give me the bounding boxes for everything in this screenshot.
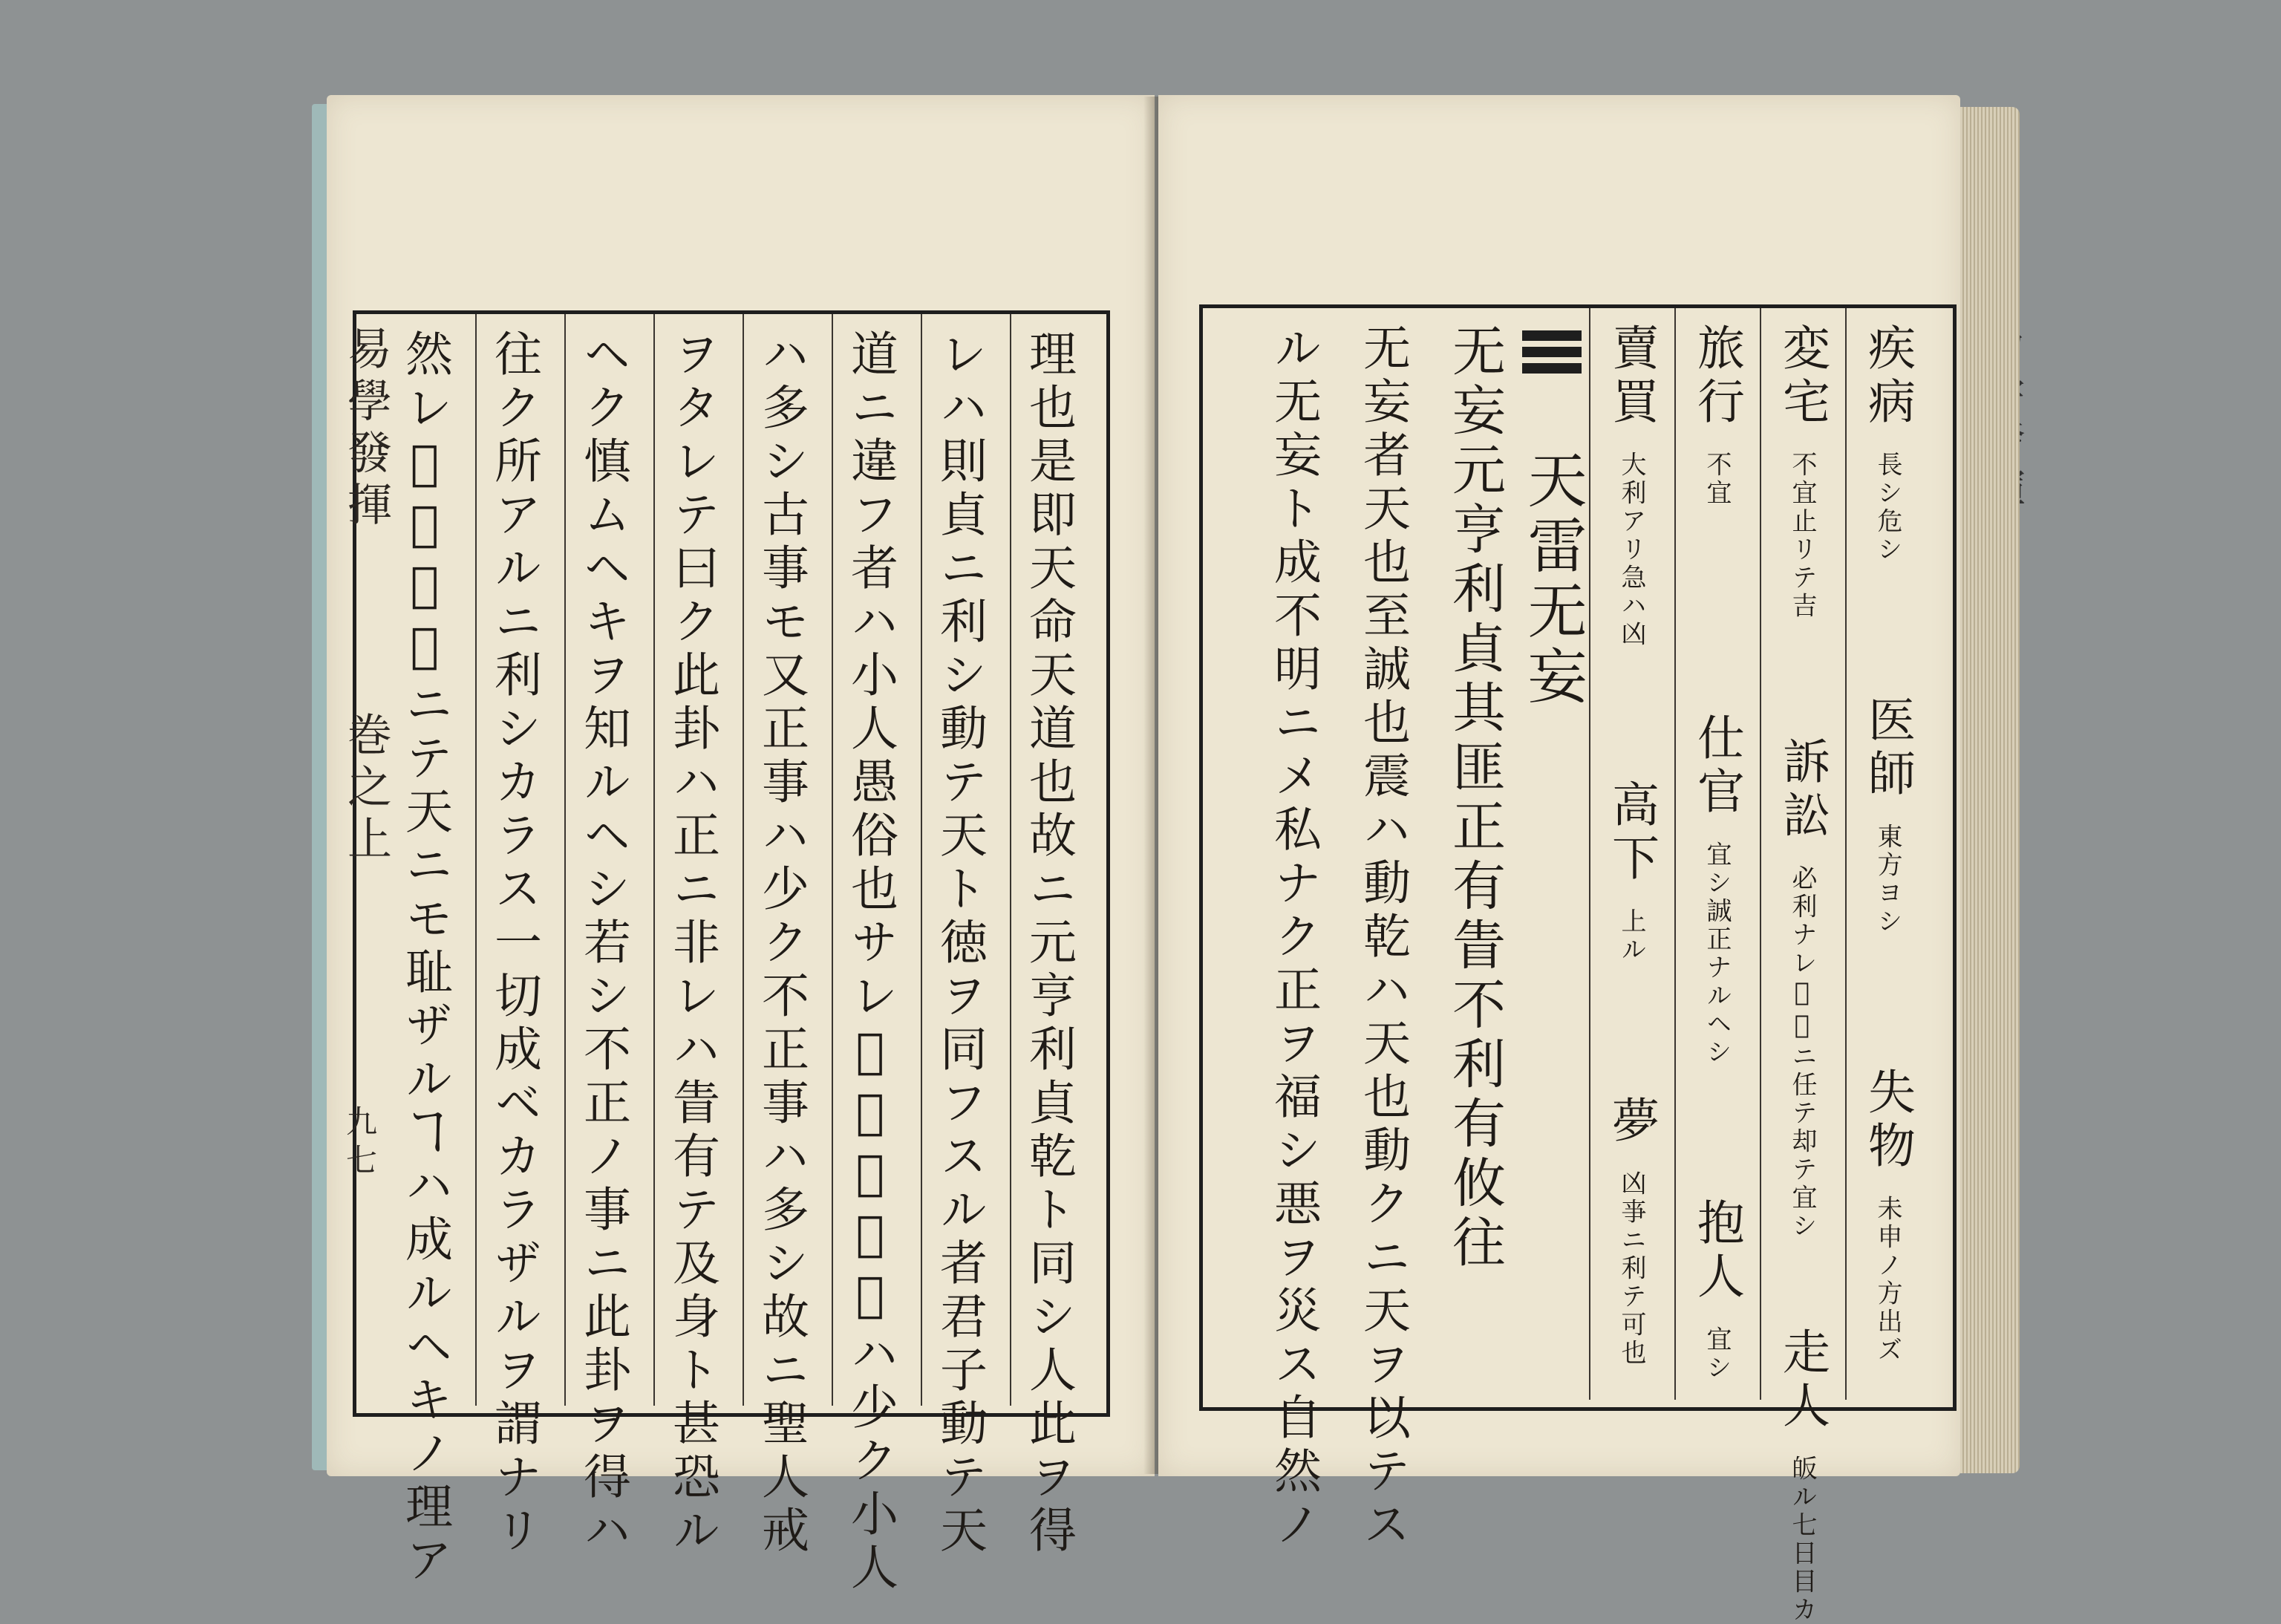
column-rule [743, 314, 744, 1406]
divination-note: 不宜 [1702, 451, 1732, 508]
divination-label: 失物 [1860, 1067, 1915, 1175]
column-rule [832, 314, 833, 1406]
divination-note: 必利ナレ𪜈扱ニ任テ却テ宜シ [1787, 864, 1817, 1241]
divination-note: 皈ル七日目カ [1787, 1455, 1817, 1624]
divination-note: 上ル [1616, 907, 1646, 965]
column-rule [564, 314, 566, 1406]
divination-column-2 [1775, 323, 1830, 1624]
divination-label: 医師 [1860, 695, 1915, 803]
page-fore-edge [1960, 107, 2020, 1473]
divination-label: 疾病 [1860, 323, 1915, 430]
divination-note: 大利アリ急ハ凶 [1616, 451, 1646, 649]
divination-label: 走人 [1775, 1327, 1830, 1435]
divination-note: 未申ノ方出ズ [1873, 1195, 1902, 1365]
left-folio: 九七 [342, 1105, 378, 1182]
column-rule [1010, 314, 1011, 1406]
divination-label: 変宅 [1775, 323, 1830, 430]
divination-label: 仕官 [1689, 713, 1744, 821]
column-rule [475, 314, 477, 1406]
column-rule [1760, 308, 1761, 1400]
right-column-commentary-1: 无妄者天也至誠也震ハ動乾ハ天也動クニ天ヲ以テス [1355, 323, 1410, 1553]
divination-label: 抱人 [1689, 1198, 1744, 1305]
divination-note: 不宜止リテ吉 [1787, 451, 1817, 621]
left-margin-title: 易學發揮 [340, 325, 392, 533]
left-column-2: レハ則貞ニ利シ動テ天ト徳ヲ同フスル者君子動テ天 [932, 329, 987, 1559]
left-column-8: 然レ𪜈事公理ニテ天ニモ耻ザルヿハ成ルヘキノ理ア [397, 329, 452, 1588]
divination-note: 宜シ [1702, 1325, 1732, 1383]
divination-note: 長シ危シ [1873, 451, 1902, 564]
divination-column-4 [1604, 323, 1659, 1385]
divination-label: 夢 [1604, 1095, 1659, 1149]
divination-note: 東方ヨシ [1873, 823, 1902, 936]
left-margin-volume: 巻之上 [340, 711, 392, 867]
divination-column-1 [1860, 323, 1915, 1385]
divination-label: 旅行 [1689, 323, 1744, 430]
hexagram-judgment: 无妄元亨利貞其匪正有眚不利有攸往 [1443, 323, 1506, 1274]
open-book [312, 89, 2020, 1624]
column-rule [653, 314, 655, 1406]
divination-note: 宜シ誠正ナルヘシ [1702, 841, 1732, 1067]
book-cover-edge [312, 104, 328, 1470]
divination-note: 凶亊ニ利テ可也 [1616, 1170, 1646, 1368]
divination-label: 賣買 [1604, 323, 1659, 430]
column-rule [1674, 308, 1676, 1400]
left-text-frame [353, 310, 1110, 1596]
left-page [327, 95, 1155, 1596]
left-column-7: 往ク所アルニ利シカラス一切成ベカラザルヲ謂ナリ [486, 329, 541, 1559]
right-text-frame [1199, 304, 1957, 1624]
divination-label: 訴訟 [1775, 737, 1830, 844]
hexagram-title: 天雷无妄 [1518, 449, 1587, 711]
left-column-3: 道ニ違フ者ハ小人愚俗也サレ𪜈古今君子ハ少ク小人 [843, 329, 898, 1596]
column-rule [1589, 308, 1590, 1400]
divination-label: 高下 [1604, 780, 1659, 887]
left-column-6: ヘク慎ムヘキヲ知ルヘシ若シ不正ノ事ニ此卦ヲ得ハ [575, 329, 630, 1559]
right-column-commentary-2: ル无妄ト成不明ニメ私ナク正ヲ福シ悪ヲ災ス自然ノ [1266, 323, 1321, 1553]
hexagram-symbol [1522, 330, 1582, 379]
left-column-4: ハ多シ古事モ又正事ハ少ク不正事ハ多シ故ニ聖人戒 [754, 329, 809, 1559]
column-rule [921, 314, 922, 1406]
column-rule [1845, 308, 1847, 1400]
left-column-5: ヲタレテ曰ク此卦ハ正ニ非レハ眚有テ及身ト甚恐ル [665, 329, 719, 1559]
left-column-1: 理也是即天命天道也故ニ元亨利貞乾ト同シ人此ヲ得 [1021, 329, 1076, 1559]
divination-column-3 [1689, 323, 1744, 1385]
